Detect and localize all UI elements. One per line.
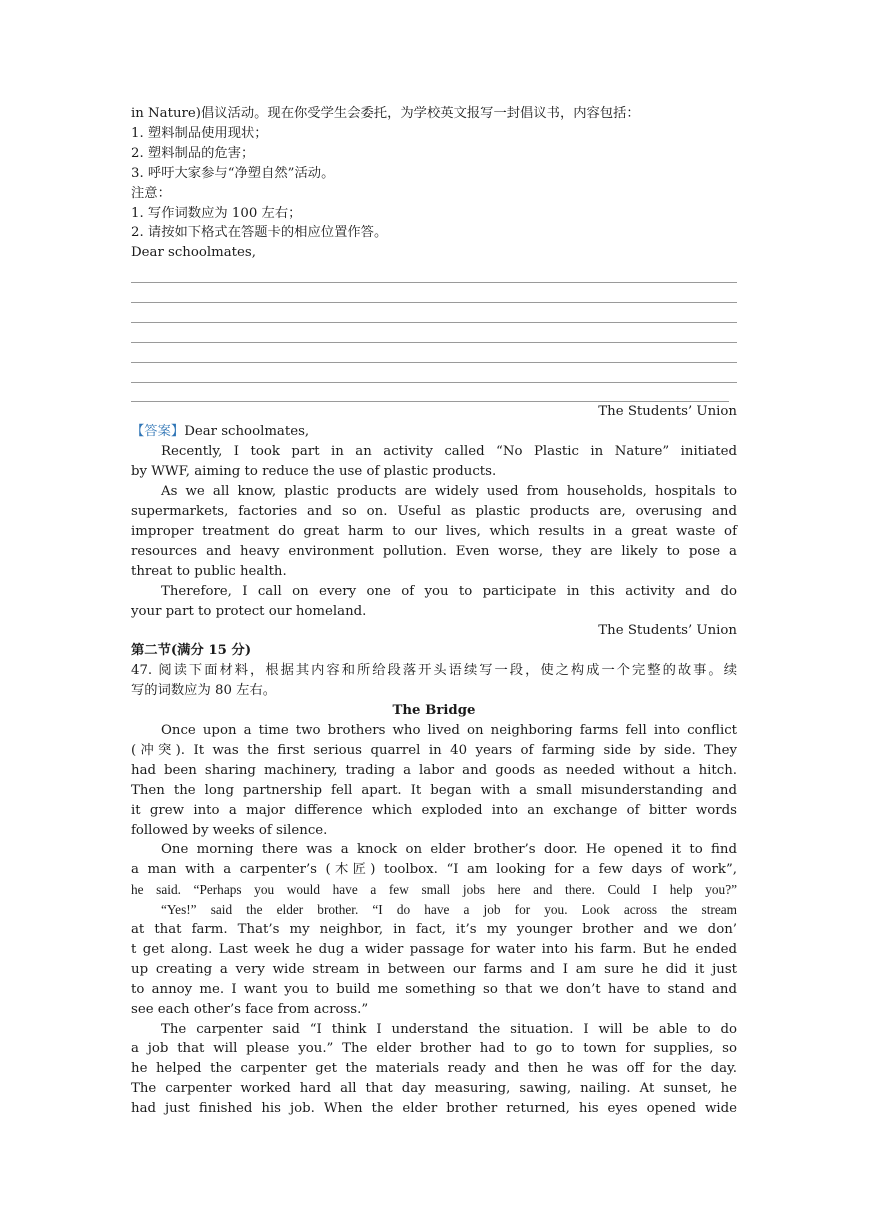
story-line: he helped the carpenter get the materials ready and then he was off for the day. [131,1061,737,1077]
answer-tag: 【答案】 [131,424,185,440]
story-line: to annoy me. I want you to build me something so that we don’t have to stand and [131,981,737,997]
story-line: The carpenter said “I think I understand the situation. I will be able to do [161,1021,737,1037]
answer-rule-line [131,283,737,303]
story-line: a job that will please you.” The elder brother had to go to town for supplies, so [131,1041,737,1057]
story-line: see each other’s face from across.” [131,1001,369,1017]
story-line: One morning there was a knock on elder brother’s door. He opened it to find [161,842,737,858]
essay-line: Therefore, I call on every one of you to participate in this activity and do [161,583,737,599]
salutation: Dear schoolmates, [131,245,256,261]
essay-line: improper treatment do great harm to our lives, which results in a great waste of [131,523,737,539]
essay-line: supermarkets, factories and so on. Useful as plastic products are, overusing and [131,504,737,520]
story-line: a man with a carpenter’s (木匠) toolbox. “I am looking for a few days of work”, [131,862,737,878]
answer-lines [131,263,737,402]
prompt-line: 2. 请按如下格式在答题卡的相应位置作答。 [131,225,388,241]
document-page [131,104,737,1119]
writing-prompt [131,104,737,263]
story-line: t get along. Last week he dug a wider passage for water into his farm. But he ended [131,941,737,957]
essay-line: resources and heavy environment pollution. Even worse, they are likely to pose a [131,543,737,559]
answer-rule-line [131,323,737,343]
question-line: 写的词数应为 80 左右。 [131,683,277,699]
prompt-line: 注意： [131,185,171,201]
answer-signature: The Students’ Union [598,623,737,639]
story-line: Then the long partnership fell apart. It began with a small misunderstanding and [131,782,737,798]
answer-rule-line [131,263,737,283]
essay-line: your part to protect our homeland. [131,603,367,619]
answer-rule-line [131,343,737,363]
prompt-line: 1. 塑料制品使用现状； [131,125,268,141]
story-line: had just finished his job. When the elder brother returned, his eyes opened wide [131,1101,737,1117]
question-line: 47. 阅读下面材料，根据其内容和所给段落开头语续写一段，使之构成一个完整的故事。续 [131,663,737,679]
story-line: Once upon a time two brothers who lived on neighboring farms fell into conflict [161,722,737,738]
story-line: The carpenter worked hard all that day measuring, sawing, nailing. At sunset, he [131,1081,737,1097]
essay-line: by WWF, aiming to reduce the use of plastic products. [131,464,497,480]
prompt-line: 2. 塑料制品的危害； [131,145,255,161]
story-line: it grew into a major difference which exploded into an exchange of bitter words [131,802,737,818]
essay-line: As we all know, plastic products are widely used from households, hospitals to [161,484,737,500]
story-line: up creating a very wide stream in between our farms and I am sure he did it just [131,961,737,977]
story-line: followed by weeks of silence. [131,822,328,838]
prompt-line: 1. 写作词数应为 100 左右； [131,205,302,221]
answer-essay [131,422,737,641]
section-two [131,641,737,1119]
story-line: had been sharing machinery, trading a labor and goods as needed without a hitch. [131,762,737,778]
story-line: “Yes!” said the elder brother. “I do have a job for you. Look across the stream [161,902,737,918]
answer-rule-line [131,383,729,403]
story-title: The Bridge [392,703,476,719]
answer-rule-line [131,363,737,383]
answer-rule-line [131,303,737,323]
story-line: he said. “Perhaps you would have a few small jobs here and there. Could I help you?” [131,882,737,898]
essay-line: threat to public health. [131,563,287,579]
essay-line: Recently, I took part in an activity called “No Plastic in Nature” initiated [161,444,737,460]
prompt-line: in Nature)倡议活动。现在你受学生会委托，为学校英文报写一封倡议书，内容包括： [131,106,640,121]
story-line: at that farm. That’s my neighbor, in fact, it’s my younger brother and we don’ [131,922,737,938]
prompt-line: 3. 呼吁大家参与“净塑自然”活动。 [131,165,335,181]
signature: The Students’ Union [598,404,737,420]
section-heading: 第二节(满分 15 分) [131,643,252,659]
answer-salutation: Dear schoolmates, [184,424,310,440]
story-line: (冲突). It was the first serious quarrel in 40 years of farming side by side. They [131,742,737,758]
